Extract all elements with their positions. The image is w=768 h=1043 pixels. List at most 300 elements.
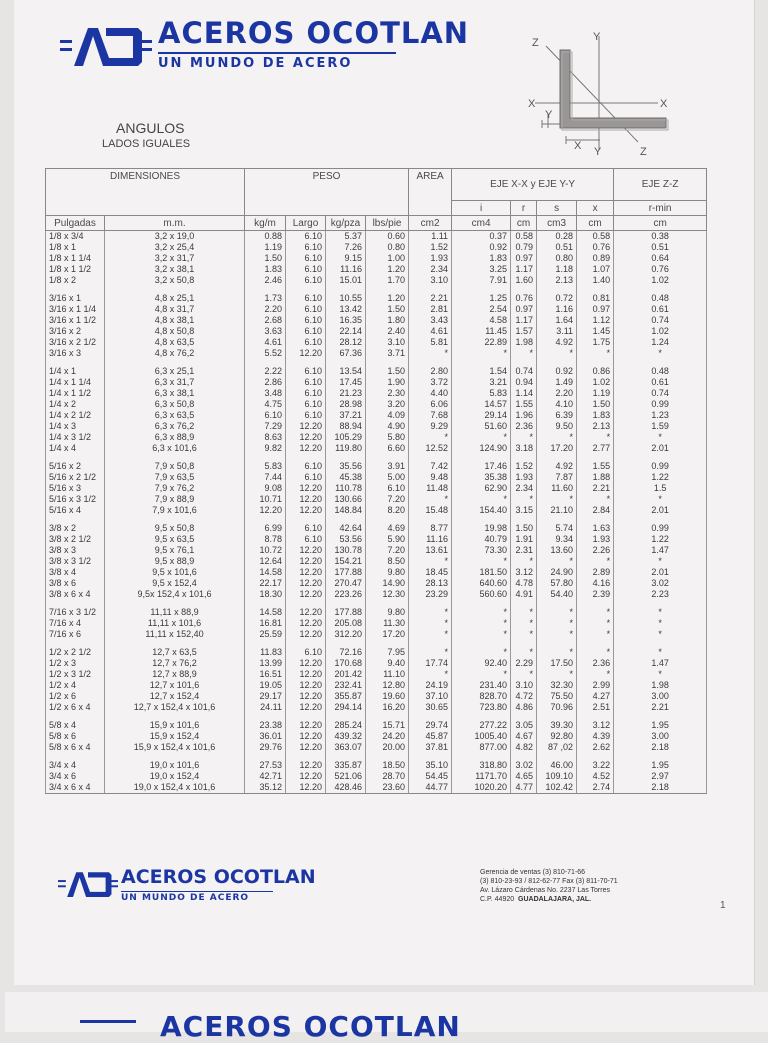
table-cell: 4.58 [452, 315, 511, 326]
table-cell: * [537, 348, 577, 359]
table-cell: 1.50 [245, 253, 286, 264]
table-cell: 6.60 [366, 443, 409, 454]
table-cell: 4,8 x 63,5 [105, 337, 245, 348]
table-cell: 17.74 [409, 658, 452, 669]
table-row [46, 366, 707, 377]
table-cell: * [452, 618, 511, 629]
table-cell: 3/4 x 6 x 4 [46, 782, 105, 794]
table-cell: 29.74 [409, 720, 452, 731]
table-cell: 70.96 [537, 702, 577, 713]
diagram-label-y-top: Y [593, 31, 601, 43]
table-cell: 16.20 [366, 702, 409, 713]
table-cell: 1.40 [577, 275, 614, 286]
table-cell: 29.17 [245, 691, 286, 702]
table-cell: 1.18 [537, 264, 577, 275]
table-cell: 67.36 [326, 348, 366, 359]
table-cell: 4.90 [366, 421, 409, 432]
table-row [46, 720, 707, 731]
table-cell: 2.18 [614, 742, 707, 753]
header-eje-zz: EJE Z-Z [614, 169, 707, 201]
table-cell: 181.50 [452, 567, 511, 578]
table-cell: 10.55 [326, 293, 366, 304]
table-cell: 10.72 [245, 545, 286, 556]
header-mm: m.m. [105, 216, 245, 231]
angle-section-diagram [520, 28, 680, 160]
table-cell: 6.10 [286, 523, 326, 534]
table-cell: 4.82 [511, 742, 537, 753]
table-cell: 3.00 [614, 731, 707, 742]
table-cell: 130.66 [326, 494, 366, 505]
table-cell: 1.83 [577, 410, 614, 421]
table-row [46, 702, 707, 713]
table-cell: 9.82 [245, 443, 286, 454]
table-row [46, 399, 707, 410]
table-cell: 2.86 [245, 377, 286, 388]
table-cell: 4.52 [577, 771, 614, 782]
table-cell: 3.18 [511, 443, 537, 454]
table-cell: 1.19 [245, 242, 286, 253]
table-cell: 11,11 x 101,6 [105, 618, 245, 629]
table-cell: 2.62 [577, 742, 614, 753]
table-cell: 363.07 [326, 742, 366, 753]
diagram-label-x-left: X [528, 98, 536, 110]
table-cell: 18.30 [245, 589, 286, 600]
table-cell: 3.15 [511, 505, 537, 516]
table-cell: 12,7 x 88,9 [105, 669, 245, 680]
table-row [46, 461, 707, 472]
table-cell: 1.93 [409, 253, 452, 264]
table-cell: 0.99 [614, 523, 707, 534]
table-cell: 11.48 [409, 483, 452, 494]
table-row [46, 388, 707, 399]
table-cell: 0.74 [614, 315, 707, 326]
header-i: i [452, 201, 511, 216]
table-cell: 5.74 [537, 523, 577, 534]
table-cell: 15.71 [366, 720, 409, 731]
table-row [46, 534, 707, 545]
table-cell: * [614, 348, 707, 359]
table-cell: 19,0 x 101,6 [105, 760, 245, 771]
group-spacer [46, 516, 707, 523]
table-cell: 4.09 [366, 410, 409, 421]
table-cell: * [614, 494, 707, 505]
table-cell: 0.51 [614, 242, 707, 253]
table-cell: 2.97 [614, 771, 707, 782]
table-cell: 9.80 [366, 567, 409, 578]
table-cell: 1/4 x 3 [46, 421, 105, 432]
table-cell: 6.10 [286, 275, 326, 286]
table-row [46, 669, 707, 680]
table-cell: 3.10 [409, 275, 452, 286]
table-cell: 11.16 [326, 264, 366, 275]
table-cell: 44.77 [409, 782, 452, 794]
table-cell: 4.65 [511, 771, 537, 782]
table-cell: 3.20 [366, 399, 409, 410]
table-cell: 13.42 [326, 304, 366, 315]
table-cell: 3/8 x 3 [46, 545, 105, 556]
table-cell: 12,7 x 76,2 [105, 658, 245, 669]
table-cell: 119.80 [326, 443, 366, 454]
table-cell: 4,8 x 25,1 [105, 293, 245, 304]
table-cell: 3.02 [614, 578, 707, 589]
table-cell: 35.12 [245, 782, 286, 794]
table-cell: 51.60 [452, 421, 511, 432]
table-cell: 1.60 [511, 275, 537, 286]
table-cell: 2.30 [366, 388, 409, 399]
table-cell: * [511, 607, 537, 618]
table-cell: 1.50 [577, 399, 614, 410]
table-body [46, 231, 707, 794]
table-cell: 5/16 x 3 [46, 483, 105, 494]
table-row [46, 231, 707, 243]
table-cell: 2.54 [452, 304, 511, 315]
table-row [46, 315, 707, 326]
table-row [46, 275, 707, 286]
table-cell: * [577, 618, 614, 629]
table-cell: 7/16 x 6 [46, 629, 105, 640]
table-row [46, 578, 707, 589]
group-spacer [46, 640, 707, 647]
table-cell: 1.5 [614, 483, 707, 494]
table-cell: 285.24 [326, 720, 366, 731]
table-cell: 1.83 [245, 264, 286, 275]
table-cell: 1.59 [614, 421, 707, 432]
table-cell: 3/16 x 1 1/2 [46, 315, 105, 326]
table-cell: 4.16 [577, 578, 614, 589]
table-cell: 12.20 [286, 505, 326, 516]
table-cell: 1.95 [614, 720, 707, 731]
table-cell: 4,8 x 38,1 [105, 315, 245, 326]
table-cell: 3.71 [366, 348, 409, 359]
table-cell: 7.20 [366, 545, 409, 556]
table-cell: 12.80 [366, 680, 409, 691]
table-cell: 640.60 [452, 578, 511, 589]
table-row [46, 348, 707, 359]
header-r: r [511, 201, 537, 216]
table-cell: 0.92 [537, 366, 577, 377]
table-cell: 1.12 [577, 315, 614, 326]
table-cell: 14.58 [245, 607, 286, 618]
table-cell: 223.26 [326, 589, 366, 600]
brand-slogan: UN MUNDO DE ACERO [158, 56, 353, 71]
table-cell: 828.70 [452, 691, 511, 702]
table-cell: 22.14 [326, 326, 366, 337]
table-cell: 277.22 [452, 720, 511, 731]
table-cell: 12.20 [286, 421, 326, 432]
table-cell: 11.45 [452, 326, 511, 337]
table-row [46, 771, 707, 782]
table-cell: 12.20 [286, 629, 326, 640]
table-cell: 6,3 x 25,1 [105, 366, 245, 377]
table-cell: 2.23 [614, 589, 707, 600]
table-cell: 312.20 [326, 629, 366, 640]
table-cell: 35.10 [409, 760, 452, 771]
table-cell: 1.23 [614, 410, 707, 421]
table-cell: 2.26 [577, 545, 614, 556]
table-cell: 5/16 x 4 [46, 505, 105, 516]
table-cell: * [511, 669, 537, 680]
table-cell: 5/8 x 6 x 4 [46, 742, 105, 753]
table-cell: * [409, 647, 452, 658]
table-cell: 23.60 [366, 782, 409, 794]
table-cell: 12.64 [245, 556, 286, 567]
table-cell: 0.58 [577, 231, 614, 243]
table-cell: 3.02 [511, 760, 537, 771]
table-cell: 17.46 [452, 461, 511, 472]
table-cell: 1020.20 [452, 782, 511, 794]
table-cell: * [537, 607, 577, 618]
footer-line-4: C.P. 44920 [480, 896, 515, 903]
table-cell: 3,2 x 25,4 [105, 242, 245, 253]
header-eje-xy: EJE X-X y EJE Y-Y [452, 169, 614, 201]
table-cell: 1.25 [452, 293, 511, 304]
table-cell: 6.10 [286, 242, 326, 253]
table-cell: 8.50 [366, 556, 409, 567]
table-cell: 1/8 x 3/4 [46, 231, 105, 243]
table-cell: 9,5 x 88,9 [105, 556, 245, 567]
table-cell: 21.23 [326, 388, 366, 399]
table-cell: 2.46 [245, 275, 286, 286]
table-cell: 4.10 [537, 399, 577, 410]
table-cell: 124.90 [452, 443, 511, 454]
table-cell: 0.97 [577, 304, 614, 315]
table-cell: 3.05 [511, 720, 537, 731]
table-cell: 154.21 [326, 556, 366, 567]
header-largo: Largo [286, 216, 326, 231]
table-cell: 4.91 [511, 589, 537, 600]
table-cell: 1/2 x 2 1/2 [46, 647, 105, 658]
table-cell: 12.52 [409, 443, 452, 454]
header-peso: PESO [245, 169, 409, 216]
table-cell: 1171.70 [452, 771, 511, 782]
table-cell: 12.20 [286, 443, 326, 454]
table-cell: 7,9 x 50,8 [105, 461, 245, 472]
table-cell: 2.80 [409, 366, 452, 377]
table-cell: 3,2 x 50,8 [105, 275, 245, 286]
table-cell: 2.68 [245, 315, 286, 326]
table-cell: 73.30 [452, 545, 511, 556]
table-cell: 1.50 [511, 523, 537, 534]
table-cell: 1.20 [366, 293, 409, 304]
table-cell: 1.98 [511, 337, 537, 348]
table-cell: 42.71 [245, 771, 286, 782]
table-cell: 15.48 [409, 505, 452, 516]
table-cell: 1/4 x 2 1/2 [46, 410, 105, 421]
diagram-label-x-right: X [660, 98, 668, 110]
table-cell: 75.50 [537, 691, 577, 702]
table-cell: 109.10 [537, 771, 577, 782]
table-cell: 3/8 x 6 [46, 578, 105, 589]
table-cell: 1.52 [409, 242, 452, 253]
table-cell: 14.57 [452, 399, 511, 410]
table-cell: 45.87 [409, 731, 452, 742]
table-cell: 6.10 [245, 410, 286, 421]
table-cell: 9,5 x 152,4 [105, 578, 245, 589]
table-cell: 28.98 [326, 399, 366, 410]
table-cell: 9.80 [366, 607, 409, 618]
table-cell: 0.28 [537, 231, 577, 243]
header-lbspie: lbs/pie [366, 216, 409, 231]
table-cell: 29.76 [245, 742, 286, 753]
table-cell: 1.98 [614, 680, 707, 691]
table-cell: 1/4 x 1 1/2 [46, 388, 105, 399]
section-subtitle: LADOS IGUALES [102, 138, 191, 150]
table-row [46, 658, 707, 669]
table-cell: 3/8 x 3 1/2 [46, 556, 105, 567]
table-cell: 7.95 [366, 647, 409, 658]
table-cell: 6.10 [366, 483, 409, 494]
header-cm-z: cm [614, 216, 707, 231]
table-cell: 428.46 [326, 782, 366, 794]
table-cell: 1.54 [452, 366, 511, 377]
header-cm2: cm2 [409, 216, 452, 231]
table-cell: 9.08 [245, 483, 286, 494]
table-cell: 12.20 [286, 618, 326, 629]
table-cell: 19,0 x 152,4 x 101,6 [105, 782, 245, 794]
table-cell: 72.16 [326, 647, 366, 658]
table-cell: 8.20 [366, 505, 409, 516]
table-cell: 7,9 x 88,9 [105, 494, 245, 505]
table-cell: 15,9 x 152,4 x 101,6 [105, 742, 245, 753]
table-cell: 2.21 [614, 702, 707, 713]
table-cell: 9.29 [409, 421, 452, 432]
table-cell: 7.44 [245, 472, 286, 483]
table-cell: 9.48 [409, 472, 452, 483]
table-cell: 35.38 [452, 472, 511, 483]
table-row [46, 567, 707, 578]
table-cell: * [577, 669, 614, 680]
table-cell: 5.90 [366, 534, 409, 545]
table-cell: 1.24 [614, 337, 707, 348]
table-cell: * [577, 494, 614, 505]
table-cell: 3/4 x 6 [46, 771, 105, 782]
table-cell: 3.22 [577, 760, 614, 771]
table-cell: 6.10 [286, 472, 326, 483]
table-cell: 0.76 [614, 264, 707, 275]
table-cell: * [452, 432, 511, 443]
table-cell: * [511, 432, 537, 443]
table-row [46, 293, 707, 304]
table-cell: 4,8 x 50,8 [105, 326, 245, 337]
table-row [46, 731, 707, 742]
table-cell: 0.74 [614, 388, 707, 399]
header-kgm: kg/m [245, 216, 286, 231]
table-cell: * [452, 348, 511, 359]
header-area: AREA [409, 169, 452, 216]
table-cell: 1.02 [614, 326, 707, 337]
table-cell: 2.39 [577, 589, 614, 600]
table-cell: 1.45 [577, 326, 614, 337]
table-cell: 3/16 x 2 1/2 [46, 337, 105, 348]
table-row [46, 264, 707, 275]
table-cell: 3.12 [511, 567, 537, 578]
diagram-label-z-top: Z [532, 37, 539, 49]
table-cell: 3.00 [614, 691, 707, 702]
table-cell: 5.80 [366, 432, 409, 443]
table-cell: 9.15 [326, 253, 366, 264]
table-cell: 1.88 [577, 472, 614, 483]
table-cell: 28.13 [409, 578, 452, 589]
table-cell: * [452, 607, 511, 618]
table-cell: 18.50 [366, 760, 409, 771]
table-cell: 37.10 [409, 691, 452, 702]
table-row [46, 432, 707, 443]
table-row [46, 618, 707, 629]
table-cell: 9,5 x 63,5 [105, 534, 245, 545]
next-page-logo-icon [80, 1014, 136, 1026]
table-cell: 6.10 [286, 388, 326, 399]
table-cell: 9,5 x 50,8 [105, 523, 245, 534]
group-spacer [46, 600, 707, 607]
table-cell: 17.50 [537, 658, 577, 669]
table-cell: 0.76 [511, 293, 537, 304]
table-cell: 6.10 [286, 647, 326, 658]
diagram-label-y-bottom: Y [594, 146, 602, 158]
table-cell: 1.16 [537, 304, 577, 315]
table-row [46, 760, 707, 771]
header-dimensiones: DIMENSIONES [46, 169, 245, 216]
table-cell: 3.25 [452, 264, 511, 275]
table-cell: * [614, 629, 707, 640]
table-cell: 5.52 [245, 348, 286, 359]
table-row [46, 494, 707, 505]
table-cell: 12.20 [286, 545, 326, 556]
table-row [46, 523, 707, 534]
table-row [46, 483, 707, 494]
table-cell: 1.55 [511, 399, 537, 410]
table-cell: * [452, 647, 511, 658]
table-cell: 6.99 [245, 523, 286, 534]
table-cell: 1.50 [366, 366, 409, 377]
table-cell: 28.70 [366, 771, 409, 782]
table-cell: * [511, 348, 537, 359]
table-cell: 1.57 [511, 326, 537, 337]
table-cell: 19.05 [245, 680, 286, 691]
table-cell: 1.19 [577, 388, 614, 399]
table-cell: 13.60 [537, 545, 577, 556]
table-cell: 3.11 [537, 326, 577, 337]
table-cell: 9.50 [537, 421, 577, 432]
table-cell: 11,11 x 152,40 [105, 629, 245, 640]
table-cell: 5.83 [245, 461, 286, 472]
table-cell: 12.20 [286, 731, 326, 742]
group-spacer [46, 713, 707, 720]
table-cell: 7.68 [409, 410, 452, 421]
table-cell: 439.32 [326, 731, 366, 742]
table-cell: 110.78 [326, 483, 366, 494]
table-cell: 19.98 [452, 523, 511, 534]
table-cell: 23.38 [245, 720, 286, 731]
table-cell: 24.90 [537, 567, 577, 578]
footer-line-3: Av. Lázaro Cárdenas No. 2237 Las Torres [480, 887, 610, 894]
table-cell: 5/8 x 4 [46, 720, 105, 731]
table-cell: 12.20 [245, 505, 286, 516]
table-cell: 2.21 [577, 483, 614, 494]
diagram-label-z-bottom: Z [640, 146, 647, 158]
page-number: 1 [720, 900, 726, 911]
table-cell: 11,11 x 88,9 [105, 607, 245, 618]
table-cell: 318.80 [452, 760, 511, 771]
table-cell: 1/2 x 6 x 4 [46, 702, 105, 713]
table-cell: 19.60 [366, 691, 409, 702]
table-cell: 148.84 [326, 505, 366, 516]
table-cell: 4.40 [409, 388, 452, 399]
table-cell: 1.95 [614, 760, 707, 771]
table-cell: 2.20 [537, 388, 577, 399]
table-cell: 2.31 [511, 545, 537, 556]
footer-city: GUADALAJARA, JAL. [518, 896, 592, 903]
table-cell: 1.70 [366, 275, 409, 286]
